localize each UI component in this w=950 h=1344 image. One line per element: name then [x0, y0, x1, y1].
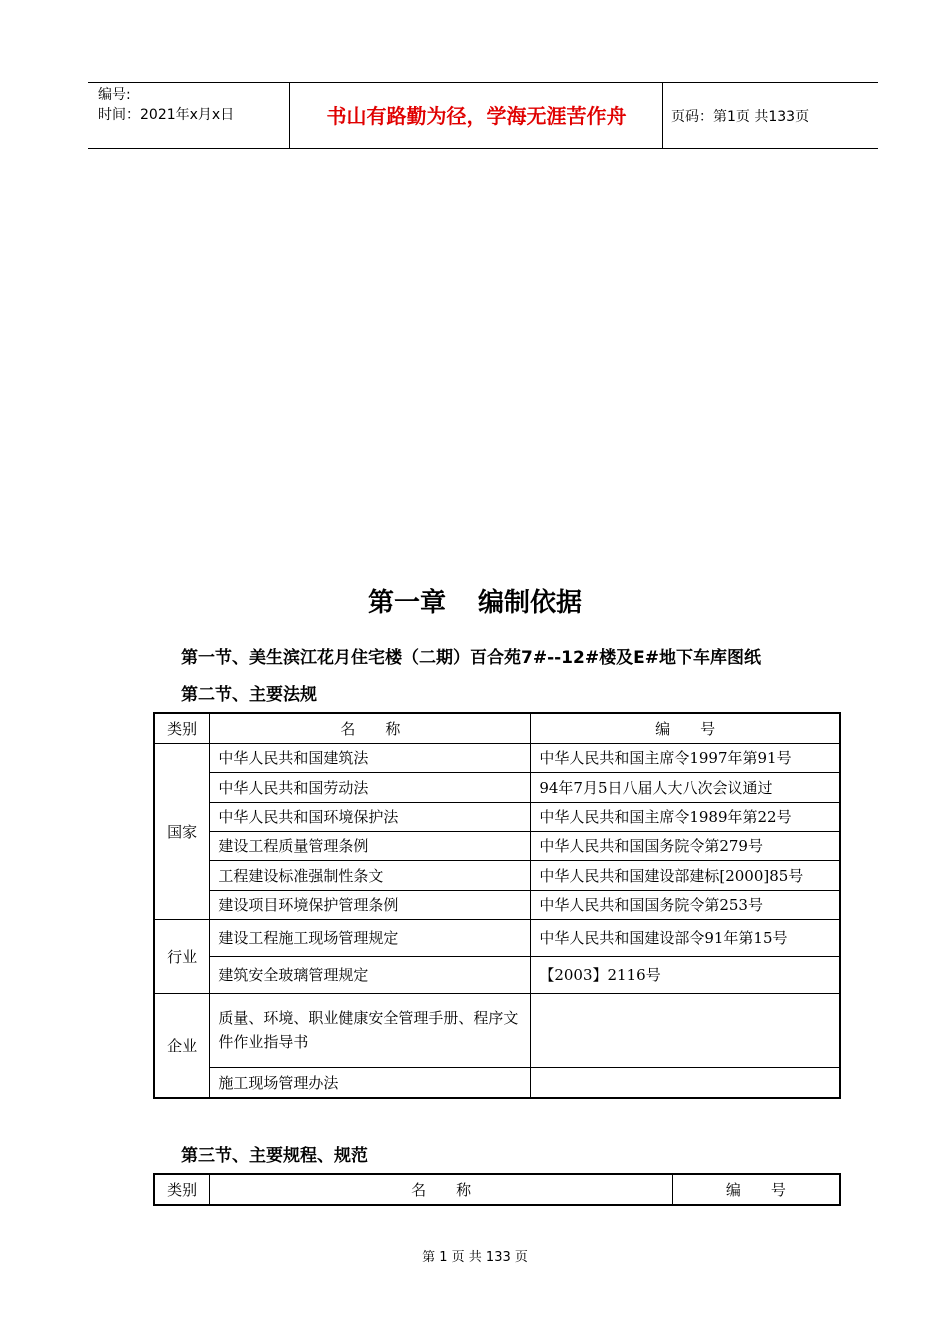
header-category: 类别 — [154, 713, 210, 743]
name-cell: 中华人民共和国环境保护法 — [210, 802, 531, 831]
table-row — [154, 831, 840, 860]
number-label: 编号: — [98, 87, 131, 103]
chapter-prefix: 第一章 — [367, 588, 446, 618]
code-cell: 中华人民共和国国务院令第279号 — [531, 831, 840, 860]
name-cell: 工程建设标准强制性条文 — [210, 860, 531, 890]
name-cell: 建设工程施工现场管理规定 — [210, 919, 531, 956]
section-1-heading: 第一节、美生滨江花月住宅楼（二期）百合苑7#--12#楼及E#地下车库图纸 — [181, 648, 761, 668]
header-page-info: 页码：第1页 共133页 — [671, 109, 810, 125]
code-cell: 【2003】2116号 — [531, 956, 840, 993]
table-row — [154, 743, 840, 772]
name-cell: 施工现场管理办法 — [210, 1067, 531, 1098]
header-meta — [98, 85, 234, 125]
header-motto: 书山有路勤为径，学海无涯苦作舟 — [326, 104, 627, 128]
table-row — [154, 860, 840, 890]
standards-table — [153, 1173, 841, 1206]
table-row — [154, 802, 840, 831]
category-cell: 企业 — [154, 993, 210, 1098]
time-label: 时间：2021年x月x日 — [98, 107, 235, 123]
code-cell — [531, 993, 840, 1067]
name-cell: 建设项目环境保护管理条例 — [210, 890, 531, 919]
table-row — [154, 956, 840, 993]
name-cell: 建筑安全玻璃管理规定 — [210, 956, 531, 993]
header-divider — [662, 83, 663, 148]
header-name: 名 称 — [210, 713, 531, 743]
header-name: 名 称 — [210, 1174, 673, 1205]
table-row — [154, 772, 840, 802]
code-cell: 中华人民共和国建设部建标[2000]85号 — [531, 860, 840, 890]
name-cell: 质量、环境、职业健康安全管理手册、程序文件作业指导书 — [210, 993, 531, 1067]
table-header-row — [154, 1174, 840, 1205]
code-cell: 94年7月5日八届人大八次会议通过 — [531, 772, 840, 802]
section-3-heading: 第三节、主要规程、规范 — [181, 1146, 368, 1166]
header-code: 编 号 — [531, 713, 840, 743]
section-2-heading: 第二节、主要法规 — [181, 685, 317, 705]
table-row — [154, 919, 840, 956]
name-cell: 中华人民共和国劳动法 — [210, 772, 531, 802]
header-category: 类别 — [154, 1174, 210, 1205]
page-header — [88, 82, 878, 149]
category-cell: 行业 — [154, 919, 210, 993]
name-cell: 建设工程质量管理条例 — [210, 831, 531, 860]
chapter-title — [0, 582, 950, 619]
name-cell: 中华人民共和国建筑法 — [210, 743, 531, 772]
category-cell: 国家 — [154, 743, 210, 919]
table-row — [154, 1067, 840, 1098]
code-cell — [531, 1067, 840, 1098]
regulations-table — [153, 712, 841, 1099]
code-cell: 中华人民共和国主席令1997年第91号 — [531, 743, 840, 772]
code-cell: 中华人民共和国建设部令91年第15号 — [531, 919, 840, 956]
header-divider — [289, 83, 290, 148]
table-row — [154, 890, 840, 919]
page-footer: 第 1 页 共 133 页 — [422, 1250, 528, 1265]
chapter-name: 编制依据 — [478, 588, 583, 618]
code-cell: 中华人民共和国国务院令第253号 — [531, 890, 840, 919]
table-header-row — [154, 713, 840, 743]
header-code: 编 号 — [672, 1174, 840, 1205]
code-cell: 中华人民共和国主席令1989年第22号 — [531, 802, 840, 831]
table-row — [154, 993, 840, 1067]
